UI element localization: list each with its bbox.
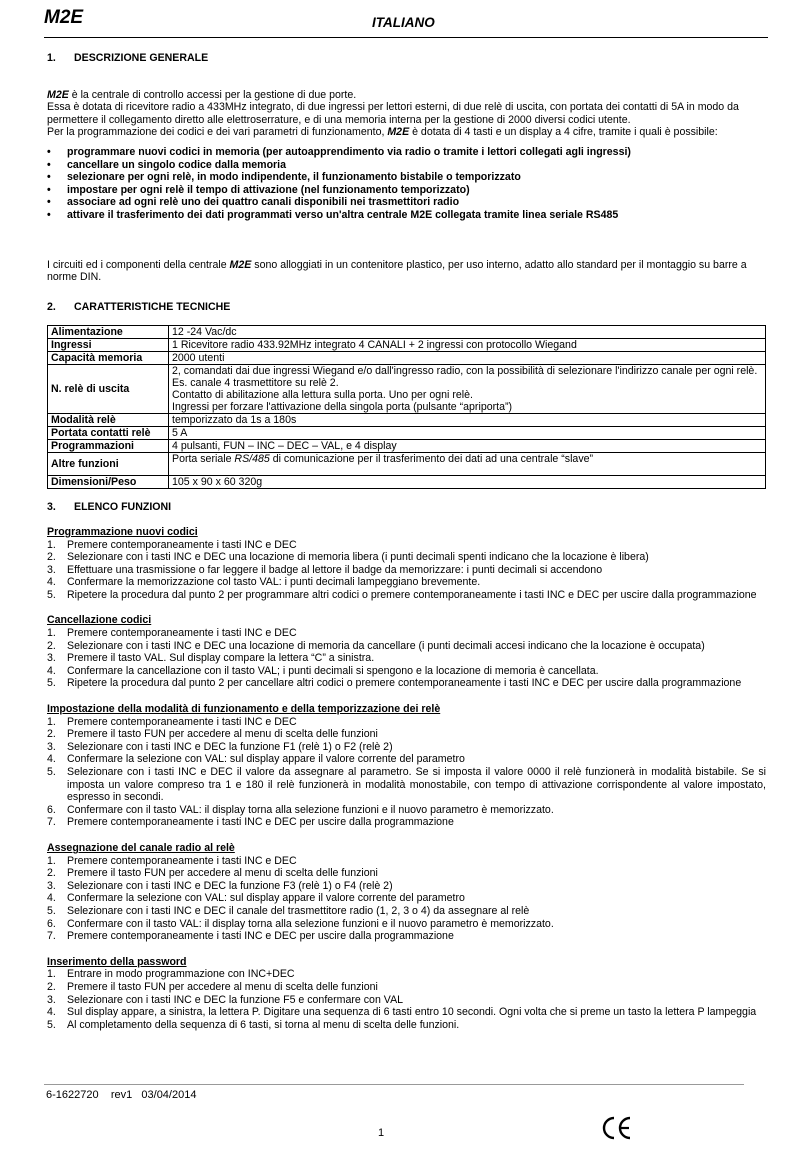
section-2-heading xyxy=(47,301,766,314)
section-number: 3. xyxy=(47,501,56,514)
spec-key: Ingressi xyxy=(48,339,169,352)
function-group-title: Programmazione nuovi codici xyxy=(47,525,198,538)
section-3-heading xyxy=(47,501,766,514)
function-group-title: Assegnazione del canale radio al relè xyxy=(47,841,235,854)
step-item: 3. Selezionare con i tasti INC e DEC la funzione F3 (relè 1) o F4 (relè 2) xyxy=(47,879,393,892)
spec-table xyxy=(47,325,766,489)
spec-key: N. relè di uscita xyxy=(48,365,169,414)
brand-inline: M2E xyxy=(47,88,69,101)
table-row xyxy=(48,440,766,453)
intro-text: è la centrale di controllo accessi per la gestione di due porte. xyxy=(68,88,357,101)
table-row xyxy=(48,476,766,489)
spec-key: Portata contatti relè xyxy=(48,427,169,440)
header-language: ITALIANO xyxy=(372,15,435,30)
feature-item: • cancellare un singolo codice dalla memoria xyxy=(47,159,766,172)
feature-list xyxy=(47,146,766,222)
spec-value xyxy=(169,365,766,414)
spec-value: 1 Ricevitore radio 433.92MHz integrato 4 CANALI + 2 ingressi con protocollo Wiegand xyxy=(169,339,766,352)
feature-item: • associare ad ogni relè uno dei quattro canali disponibili nei trasmettitori radio xyxy=(47,196,766,209)
page-number: 1 xyxy=(378,1127,385,1139)
header-rule xyxy=(44,37,768,38)
feature-item: • impostare per ogni relè il tempo di attivazione (nel funzionamento temporizzato) xyxy=(47,184,766,197)
spec-value-line: Contatto di abilitazione alla lettura sulla porta. Uno per ogni relè. xyxy=(172,389,473,402)
step-item: 7. Premere contemporaneamente i tasti INC e DEC per uscire dalla programmazione xyxy=(47,930,454,943)
spec-key: Altre funzioni xyxy=(48,453,169,476)
step-item: 1. Premere contemporaneamente i tasti INC e DEC xyxy=(47,854,297,867)
step-item: 4. Confermare la memorizzazione col tasto VAL: i punti decimali lampeggiano brevemente. xyxy=(47,576,481,589)
table-row xyxy=(48,365,766,414)
step-item: 5. Al completamento della sequenza di 6 tasti, si torna al menu di scelta delle funzioni. xyxy=(47,1018,460,1031)
step-item: 2. Selezionare con i tasti INC e DEC una locazione di memoria libera (i punti decimali spenti indicano che la locazione è libera) xyxy=(47,551,649,564)
intro-paragraph xyxy=(47,89,766,102)
para-text: I circuiti ed i componenti della centrale xyxy=(47,258,230,271)
para-text: è dotata di 4 tasti e un display a 4 cifre, tramite i quali è possibile: xyxy=(409,126,718,139)
header-brand: M2E xyxy=(44,7,84,28)
description-paragraph: Essa è dotata di ricevitore radio a 433MHz integrato, di due ingressi per lettori esterni, di due relè di uscita, con portata dei contatti di 5A in modo da permettere il collegamento diretto alle elettroserrature, e di una memoria interna per la gestione di 2000 diversi codici utente. xyxy=(47,101,739,126)
footer-rule xyxy=(44,1084,744,1085)
step-item: 1. Premere contemporaneamente i tasti INC e DEC xyxy=(47,715,297,728)
table-row xyxy=(48,427,766,440)
feature-item: • programmare nuovi codici in memoria (per autoapprendimento via radio o tramite i lettori collegati agli ingressi) xyxy=(47,146,766,159)
spec-value: 4 pulsanti, FUN – INC – DEC – VAL, e 4 display xyxy=(169,440,766,453)
step-item: 1. Premere contemporaneamente i tasti INC e DEC xyxy=(47,627,297,640)
spec-value: 105 x 90 x 60 320g xyxy=(169,476,766,489)
step-item: 5. Ripetere la procedura dal punto 2 per programmare altri codici o premere contemporaneamente i tasti INC e DEC per uscire dalla programmazione xyxy=(47,588,757,601)
spec-key: Capacità memoria xyxy=(48,352,169,365)
spec-value: 5 A xyxy=(169,427,766,440)
spec-value: temporizzato da 1s a 180s xyxy=(169,414,766,427)
ce-mark-svg xyxy=(602,1116,632,1140)
spec-text-italic: RS/485 xyxy=(234,453,270,466)
spec-text: Porta seriale xyxy=(172,453,235,466)
spec-value xyxy=(169,453,766,476)
table-row xyxy=(48,352,766,365)
function-steps xyxy=(47,716,766,829)
spec-key: Dimensioni/Peso xyxy=(48,476,169,489)
step-item: 2. Premere il tasto FUN per accedere al menu di scelta delle funzioni xyxy=(47,980,378,993)
spec-value-line: Ingressi per forzare l'attivazione della singola porta (pulsante “apriporta”) xyxy=(172,401,513,414)
step-item: 1. Entrare in modo programmazione con INC+DEC xyxy=(47,968,295,981)
housing-paragraph xyxy=(47,259,766,284)
table-row xyxy=(48,453,766,476)
step-item: 2. Selezionare con i tasti INC e DEC una locazione di memoria da cancellare (i punti decimali accesi indicano che la locazione è occupata) xyxy=(47,639,705,652)
spec-value: 2000 utenti xyxy=(169,352,766,365)
document-code: 6-1622720 rev1 03/04/2014 xyxy=(46,1089,197,1101)
brand-inline: M2E xyxy=(229,258,252,271)
step-item: 5. Selezionare con i tasti INC e DEC il valore da assegnare al parametro. Se si imposta il valore 0000 il relè funzionerà in modalità bistabile. Se si imposta un valore compreso tra 1 e 180 il relè funzionerà in modalità monostabile, con tempo di attivazione corrispondente al valore impostato, espresso in secondi. xyxy=(47,766,766,804)
function-group-title: Inserimento della password xyxy=(47,955,187,968)
section-number: 1. xyxy=(47,52,56,64)
function-group-title: Impostazione della modalità di funzionamento e della temporizzazione dei relè xyxy=(47,703,441,716)
para-text: sono alloggiati in un contenitore plastico, per uso interno, adatto allo standard per il montaggio su barre a norme DIN. xyxy=(47,258,747,284)
step-item: 6. Confermare con il tasto VAL: il display torna alla selezione funzioni e il nuovo parametro è memorizzato. xyxy=(47,803,554,816)
function-steps xyxy=(47,968,766,1031)
step-item: 4. Confermare la selezione con VAL: sul display appare il valore corrente del parametro xyxy=(47,753,465,766)
feature-item: • attivare il trasferimento dei dati programmati verso un'altra centrale M2E collegata tramite linea seriale RS485 xyxy=(47,209,766,222)
step-item: 2. Premere il tasto FUN per accedere al menu di scelta delle funzioni xyxy=(47,867,378,880)
step-item: 3. Selezionare con i tasti INC e DEC la funzione F5 e confermare con VAL xyxy=(47,993,404,1006)
section-1-heading xyxy=(47,52,766,65)
step-item: 4. Confermare la selezione con VAL: sul display appare il valore corrente del parametro xyxy=(47,892,465,905)
spec-text: di comunicazione per il trasferimento dei dati ad una centrale “slave” xyxy=(269,453,594,466)
step-item: 3. Selezionare con i tasti INC e DEC la funzione F1 (relè 1) o F2 (relè 2) xyxy=(47,740,393,753)
function-steps xyxy=(47,855,766,943)
function-steps xyxy=(47,539,766,602)
table-row xyxy=(48,326,766,339)
step-item: 2. Premere il tasto FUN per accedere al menu di scelta delle funzioni xyxy=(47,728,378,741)
table-row xyxy=(48,414,766,427)
step-item: 1. Premere contemporaneamente i tasti INC e DEC xyxy=(47,538,297,551)
section-title: ELENCO FUNZIONI xyxy=(74,501,172,514)
step-item: 7. Premere contemporaneamente i tasti INC e DEC per uscire dalla programmazione xyxy=(47,816,454,829)
step-item: 5. Selezionare con i tasti INC e DEC il canale del trasmettitore radio (1, 2, 3 o 4) da assegnare al relè xyxy=(47,904,530,917)
ce-mark-icon xyxy=(602,1116,632,1144)
step-item: 6. Confermare con il tasto VAL: il display torna alla selezione funzioni e il nuovo parametro è memorizzato. xyxy=(47,917,554,930)
feature-item: • selezionare per ogni relè, in modo indipendente, il funzionamento bistabile o temporizzato xyxy=(47,171,766,184)
section-number: 2. xyxy=(47,300,56,313)
section-title: DESCRIZIONE GENERALE xyxy=(74,52,209,64)
step-item: 3. Effettuare una trasmissione o far leggere il badge al lettore il badge da memorizzare: i punti decimali si accendono xyxy=(47,563,603,576)
table-row xyxy=(48,339,766,352)
step-item: 3. Premere il tasto VAL. Sul display compare la lettera “C” a sinistra. xyxy=(47,652,375,665)
step-item: 4. Confermare la cancellazione con il tasto VAL; i punti decimali si spengono e la locazione di memoria è cancellata. xyxy=(47,664,599,677)
section-title: CARATTERISTICHE TECNICHE xyxy=(74,300,231,313)
programming-paragraph xyxy=(47,126,766,139)
brand-inline: M2E xyxy=(387,126,410,139)
document-body xyxy=(47,50,766,1031)
step-item: 4. Sul display appare, a sinistra, la lettera P. Digitare una sequenza di 6 tasti entro 10 secondi. Ogni volta che si preme un tasto la lettera P lampeggia xyxy=(47,1006,757,1019)
spec-value-line: 2, comandati dai due ingressi Wiegand e/o dall'ingresso radio, con la possibilità di selezionare l'indirizzo canale per ogni relè. Es. canale 4 trasmettitore su relè 2. xyxy=(172,365,758,390)
function-steps xyxy=(47,627,766,690)
function-group-title: Cancellazione codici xyxy=(47,614,152,627)
spec-key: Alimentazione xyxy=(48,326,169,339)
spec-key: Programmazioni xyxy=(48,440,169,453)
spec-value: 12 -24 Vac/dc xyxy=(169,326,766,339)
step-item: 5. Ripetere la procedura dal punto 2 per cancellare altri codici o premere contemporaneamente i tasti INC e DEC per uscire dalla programmazione xyxy=(47,677,742,690)
spec-key: Modalità relè xyxy=(48,414,169,427)
para-text: Per la programmazione dei codici e dei vari parametri di funzionamento, xyxy=(47,126,388,139)
